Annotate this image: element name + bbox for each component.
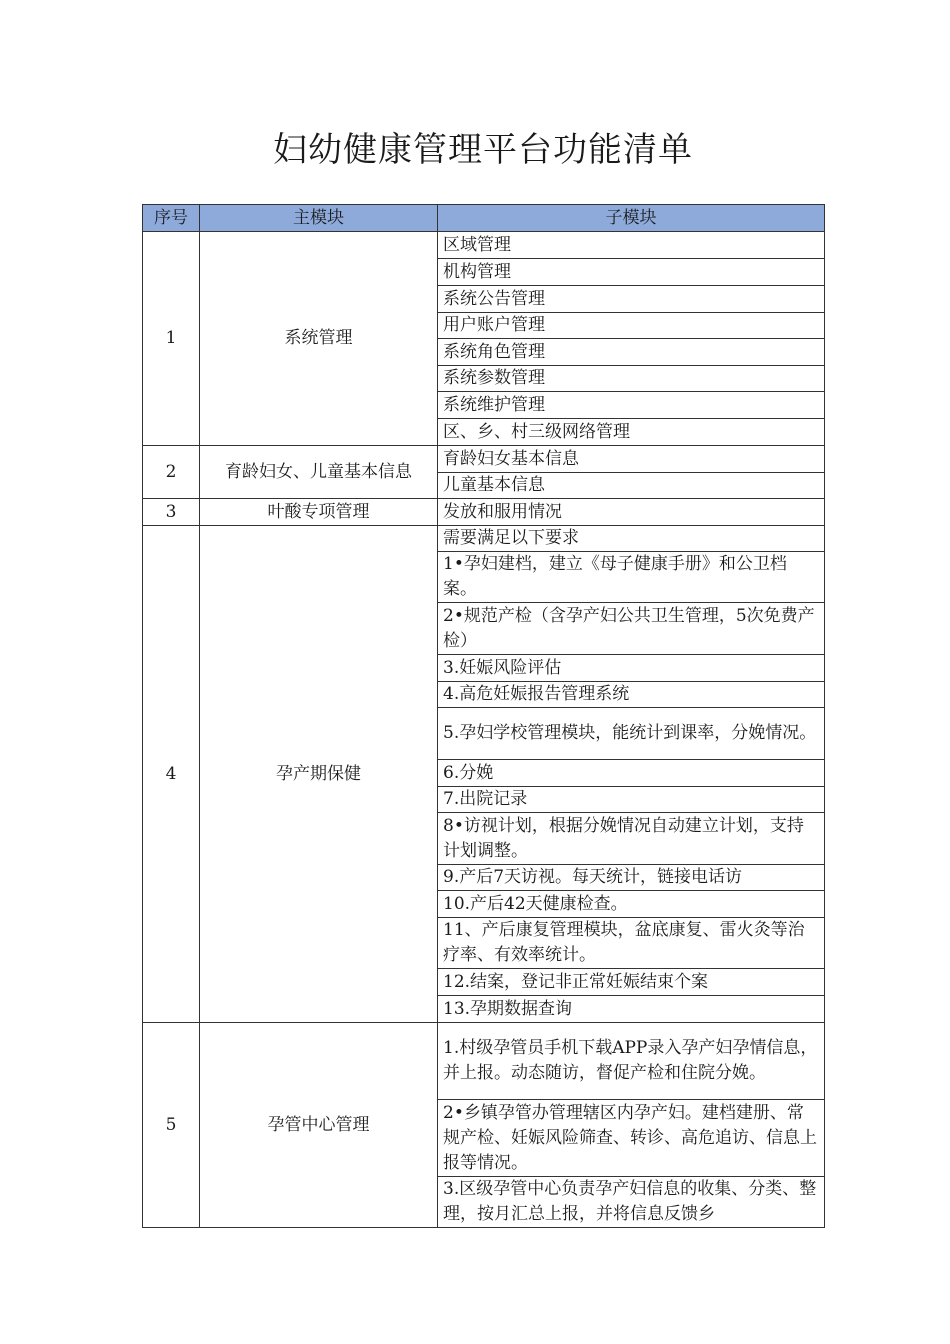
main-module: 叶酸专项管理 xyxy=(200,499,438,526)
header-index: 序号 xyxy=(143,205,200,232)
table-row xyxy=(143,499,825,526)
sub-module: 育龄妇女基本信息 xyxy=(438,446,825,473)
row-index: 5 xyxy=(143,1023,200,1228)
sub-module: 系统维护管理 xyxy=(438,392,825,419)
sub-module: 6.分娩 xyxy=(438,760,825,787)
sub-module: 机构管理 xyxy=(438,259,825,286)
sub-module: 系统公告管理 xyxy=(438,286,825,313)
sub-module: 区、乡、村三级网络管理 xyxy=(438,419,825,446)
table-row xyxy=(143,232,825,259)
sub-module: 10.产后42天健康检查。 xyxy=(438,891,825,918)
table-row xyxy=(143,1023,825,1100)
sub-module: 9.产后7天访视。每天统计，链接电话访 xyxy=(438,865,825,891)
main-module: 系统管理 xyxy=(200,232,438,446)
sub-module: 2•规范产检（含孕产妇公共卫生管理，5次免费产检） xyxy=(438,603,825,655)
sub-module: 4.高危妊娠报告管理系统 xyxy=(438,682,825,708)
sub-module: 3.区级孕管中心负责孕产妇信息的收集、分类、整理，按月汇总上报，并将信息反馈乡 xyxy=(438,1177,825,1228)
header-main-module: 主模块 xyxy=(200,205,438,232)
sub-module: 需要满足以下要求 xyxy=(438,526,825,552)
sub-module: 区域管理 xyxy=(438,232,825,259)
table-header-row xyxy=(143,205,825,232)
row-index: 3 xyxy=(143,499,200,526)
main-module: 育龄妇女、儿童基本信息 xyxy=(200,446,438,499)
table-row xyxy=(143,446,825,473)
function-list-table xyxy=(142,204,825,1228)
header-sub-module: 子模块 xyxy=(438,205,825,232)
table-row xyxy=(143,526,825,552)
main-module: 孕产期保健 xyxy=(200,526,438,1023)
sub-module: 系统参数管理 xyxy=(438,366,825,392)
row-index: 1 xyxy=(143,232,200,446)
sub-module: 2•乡镇孕管办管理辖区内孕产妇。建档建册、常规产检、妊娠风险筛查、转诊、高危追访、信息上报等情况。 xyxy=(438,1100,825,1177)
sub-module: 用户账户管理 xyxy=(438,313,825,339)
main-module: 孕管中心管理 xyxy=(200,1023,438,1228)
sub-module: 发放和服用情况 xyxy=(438,499,825,526)
sub-module: 5.孕妇学校管理模块，能统计到课率，分娩情况。 xyxy=(438,708,825,760)
sub-module: 13.孕期数据查询 xyxy=(438,996,825,1023)
sub-module: 7.出院记录 xyxy=(438,787,825,813)
sub-module: 儿童基本信息 xyxy=(438,473,825,499)
sub-module: 11、产后康复管理模块，盆底康复、雷火灸等治疗率、有效率统计。 xyxy=(438,918,825,969)
row-index: 2 xyxy=(143,446,200,499)
sub-module: 1•孕妇建档，建立《母子健康手册》和公卫档案。 xyxy=(438,552,825,603)
sub-module: 12.结案，登记非正常妊娠结束个案 xyxy=(438,969,825,996)
sub-module: 1.村级孕管员手机下载APP录入孕产妇孕情信息，并上报。动态随访，督促产检和住院分娩。 xyxy=(438,1023,825,1100)
row-index: 4 xyxy=(143,526,200,1023)
sub-module: 系统角色管理 xyxy=(438,339,825,366)
sub-module: 8•访视计划，根据分娩情况自动建立计划，支持计划调整。 xyxy=(438,813,825,865)
page-title: 妇幼健康管理平台功能清单 xyxy=(273,130,693,170)
sub-module: 3.妊娠风险评估 xyxy=(438,655,825,682)
